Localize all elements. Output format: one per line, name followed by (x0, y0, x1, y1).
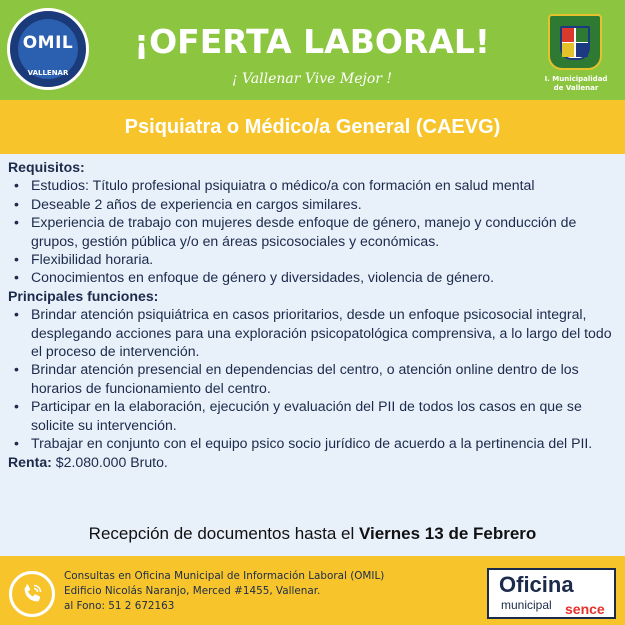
omil-logo (7, 8, 89, 90)
contact-info (64, 569, 444, 614)
salary-line (8, 453, 620, 471)
list-item: • Experiencia de trabajo con mujeres desde enfoque de género, manejo y conducción de grupos, gestión pública y/o en áreas psicosociales y económicas. (8, 213, 620, 250)
job-title: Psiquiatra o Médico/a General (CAEVG) (124, 116, 501, 138)
slogan: ¡ Vallenar Vive Mejor ! (231, 71, 393, 87)
salary-label: Renta: (8, 453, 52, 470)
sence-logo-brand: sence (565, 601, 605, 617)
list-item: • Brindar atención psiquiátrica en casos prioritarios, desde un enfoque psicosocial integral, desplegando acciones para una exploración psicopatológica comprensiva, a lo largo del todo el proceso de intervención. (8, 305, 620, 360)
crest-quarter (576, 28, 588, 42)
list-item: • Trabajar en conjunto con el equipo psico socio jurídico de acuerdo a la pertinencia del PII. (8, 434, 620, 452)
list-item: • Estudios: Título profesional psiquiatra o médico/a con formación en salud mental (8, 176, 620, 194)
header-bar (0, 0, 625, 100)
sence-logo-big: Oficina (499, 572, 574, 597)
requirements-list (8, 176, 620, 286)
footer-bar (0, 556, 625, 625)
phone-icon (9, 571, 55, 617)
list-item: • Conocimientos en enfoque de género y diversidades, violencia de género. (8, 268, 620, 286)
list-item: • Brindar atención presencial en dependencias del centro, o atención online dentro de los horarios de funcionamiento del centro. (8, 360, 620, 397)
list-item: • Flexibilidad horaria. (8, 250, 620, 268)
municipality-crest-icon (548, 14, 602, 70)
job-title-band (0, 100, 625, 154)
deadline-date: Viernes 13 de Febrero (358, 524, 537, 543)
crest-quarter (576, 43, 588, 57)
functions-list (8, 305, 620, 452)
list-item: • Deseable 2 años de experiencia en cargos similares. (8, 195, 620, 213)
contact-line: Edificio Nicolás Naranjo, Merced #1455, Vallenar. (64, 585, 321, 597)
deadline-prefix: Recepción de documentos hasta el (88, 524, 355, 543)
offer-content (0, 154, 625, 556)
contact-line: Consultas en Oficina Municipal de Información Laboral (OMIL) (64, 570, 385, 582)
functions-heading: Principales funciones: (8, 287, 159, 304)
municipality-name-line2: de Vallenar (553, 84, 599, 92)
page-title: ¡OFERTA LABORAL! (134, 22, 490, 61)
salary-value: $2.080.000 Bruto. (55, 453, 168, 470)
crest-quarter (562, 43, 574, 57)
contact-line: al Fono: 51 2 672163 (64, 600, 175, 612)
crest-shield (560, 26, 590, 60)
requirements-heading: Requisitos: (8, 159, 85, 175)
deadline-line (0, 524, 625, 544)
omil-logo-city: VALLENAR (27, 69, 69, 77)
list-item: • Participar en la elaboración, ejecución y evaluación del PII de todos los casos en que se solicite su intervención. (8, 397, 620, 434)
municipality-name-line1: I. Municipalidad (544, 75, 608, 83)
municipality-name (536, 75, 616, 93)
crest-quarter (562, 28, 574, 42)
omil-logo-word: OMIL (22, 33, 74, 53)
offer-body (8, 158, 620, 471)
sence-logo-small: municipal (501, 598, 552, 612)
oficina-municipal-sence-logo (487, 568, 616, 619)
